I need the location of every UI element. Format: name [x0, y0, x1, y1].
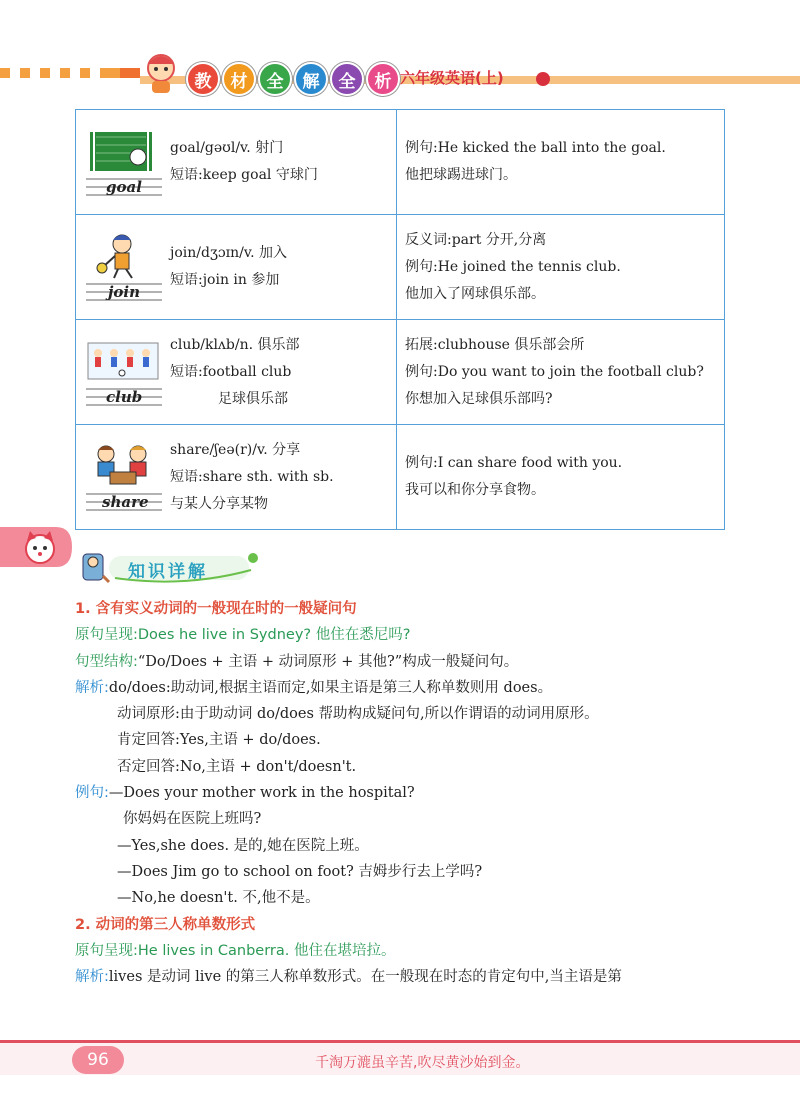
example-line: 我可以和你分享食物。 [405, 482, 545, 498]
word-cell [76, 215, 397, 320]
title-char: 教 [186, 62, 220, 96]
header-checker-pattern [0, 68, 140, 78]
word-entry: club/klʌb/n. 俱乐部 [170, 336, 300, 353]
title-char: 全 [258, 62, 292, 96]
point-heading-1: 1. 含有实义动词的一般现在时的一般疑问句 [75, 601, 357, 617]
table-row [76, 425, 725, 530]
analysis-line: 动词原形:由于助动词 do/does 帮助构成疑问句,所以作谓语的动词用原形。 [117, 706, 599, 723]
original-sentence: He lives in Canberra. 他住在堪培拉。 [137, 942, 396, 959]
girl-mascot-icon [138, 48, 184, 94]
word-phrase-meaning: 与某人分享某物 [170, 495, 268, 512]
word-phrase: 短语:keep goal 守球门 [170, 167, 318, 183]
pic-label: join [108, 283, 141, 301]
point-heading-2: 2. 动词的第三人称单数形式 [75, 916, 256, 933]
example-line: 例句:He joined the tennis club. [405, 258, 621, 275]
page-header [0, 0, 800, 100]
pic-label: share [102, 493, 149, 511]
example-line: 你想加入足球俱乐部吗? [405, 390, 553, 407]
word-phrase: 短语:football club [170, 363, 292, 380]
fox-mascot-icon [0, 523, 72, 571]
example-text: —Does your mother work in the hospital? [108, 785, 415, 802]
pattern-label: 句型结构: [75, 653, 138, 670]
analysis-line: 肯定回答:Yes,主语 + do/does. [117, 732, 321, 749]
book-title [186, 62, 400, 96]
goal-picture-icon [84, 117, 164, 207]
analysis-line: 否定回答:No,主语 + don't/doesn't. [117, 758, 357, 775]
example-line: 例句:He kicked the ball into the goal. [405, 140, 666, 156]
word-phrase-meaning: 足球俱乐部 [218, 390, 288, 407]
analysis-label: 解析: [75, 679, 109, 696]
example-line: —Does Jim go to school on foot? 吉姆步行去上学吗? [117, 863, 483, 880]
page-number: 96 [72, 1046, 124, 1074]
original-sentence-label: 原句呈现: [75, 942, 138, 959]
example-cell [397, 425, 725, 530]
analysis-text: lives 是动词 live 的第三人称单数形式。在一般现在时态的肯定句中,当主语是第 [108, 969, 622, 986]
join-picture-icon [84, 222, 164, 312]
book-subtitle: 六年级英语(上) [400, 69, 504, 87]
example-line: —No,he doesn't. 不,他不是。 [117, 890, 320, 907]
pic-label: goal [106, 178, 142, 196]
word-entry: share/ʃeə(r)/v. 分享 [170, 441, 301, 458]
original-sentence: Does he live in Sydney? 他住在悉尼吗? [137, 627, 411, 644]
pic-label: club [106, 388, 143, 406]
club-picture-icon [84, 327, 164, 417]
example-label: 例句: [75, 785, 109, 802]
analysis-text: do/does:助动词,根据主语而定,如果主语是第三人称单数则用 does。 [108, 679, 553, 696]
word-phrase: 短语:join in 参加 [170, 272, 280, 288]
example-line: 你妈妈在医院上班吗? [123, 811, 262, 828]
explanation-body [75, 596, 735, 990]
footer-slogan: 千淘万漉虽辛苦,吹尽黄沙始到金。 [315, 1055, 530, 1071]
title-char: 材 [222, 62, 256, 96]
vocabulary-table [75, 109, 725, 530]
word-entry: join/dʒɔɪn/v. 加入 [170, 245, 288, 261]
title-char: 析 [366, 62, 400, 96]
word-entry: goal/gəʊl/v. 射门 [170, 140, 284, 156]
word-phrase: 短语:share sth. with sb. [170, 468, 334, 485]
word-cell [76, 425, 397, 530]
example-line: 他加入了网球俱乐部。 [405, 285, 545, 302]
section-title: 知识详解 [128, 562, 208, 582]
header-dot-icon [536, 72, 550, 86]
table-row [76, 320, 725, 425]
table-row [76, 110, 725, 215]
example-cell [397, 320, 725, 425]
example-line: 例句:Do you want to join the football club? [405, 363, 704, 380]
pattern-text: “Do/Does + 主语 + 动词原形 + 其他?”构成一般疑问句。 [137, 653, 519, 670]
share-picture-icon [84, 432, 164, 522]
title-char: 全 [330, 62, 364, 96]
original-sentence-label: 原句呈现: [75, 627, 138, 644]
table-row [76, 215, 725, 320]
example-cell [397, 215, 725, 320]
example-line: —Yes,she does. 是的,她在医院上班。 [117, 837, 369, 854]
example-line: 例句:I can share food with you. [405, 455, 623, 471]
example-line: 拓展:clubhouse 俱乐部会所 [405, 336, 585, 353]
analysis-label: 解析: [75, 969, 109, 986]
word-cell [76, 320, 397, 425]
word-cell [76, 110, 397, 215]
example-line: 他把球踢进球门。 [405, 167, 517, 183]
title-char: 解 [294, 62, 328, 96]
example-line: 反义词:part 分开,分离 [405, 231, 547, 248]
example-cell [397, 110, 725, 215]
